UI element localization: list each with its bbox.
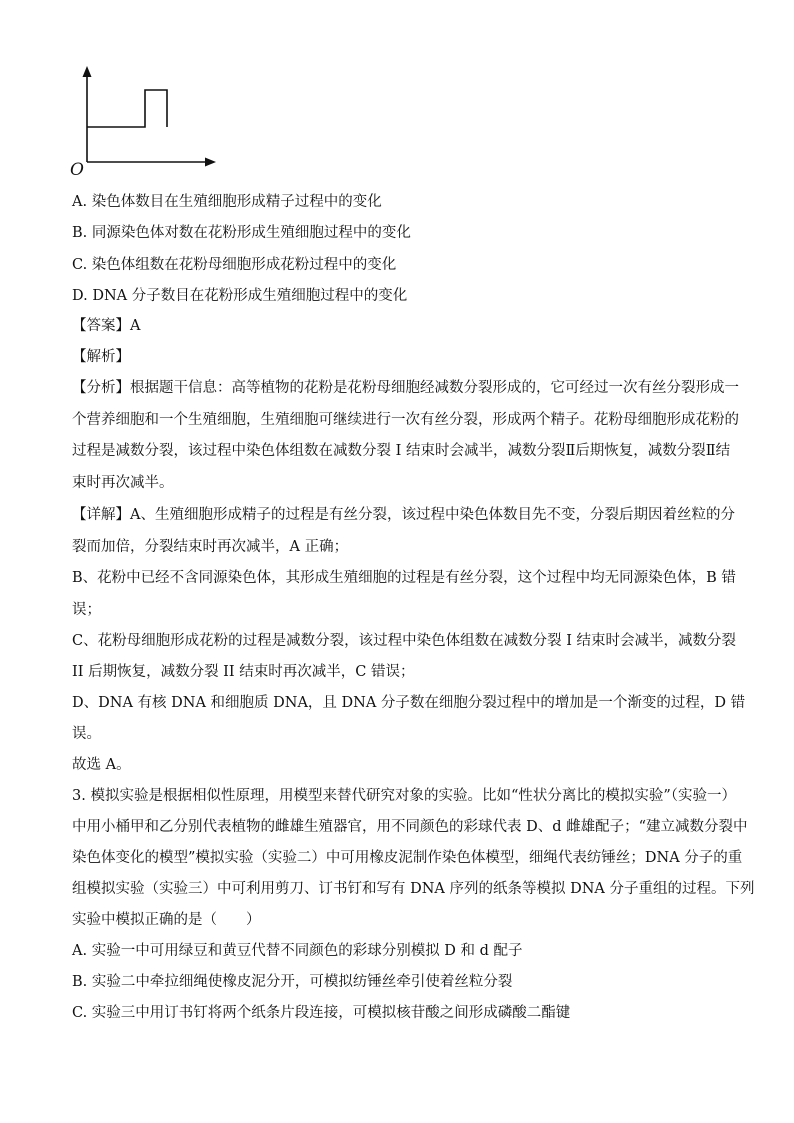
question3-line: 中用小桶甲和乙分别代表植物的雌雄生殖器官，用不同颜色的彩球代表 D、d 雌雄配子；“建立减数分裂中 bbox=[72, 819, 748, 835]
answer-line: 【答案】A bbox=[72, 318, 141, 334]
analysis-line: 个营养细胞和一个生殖细胞，生殖细胞可继续进行一次有丝分裂，形成两个精子。花粉母细胞形成花粉的 bbox=[72, 412, 739, 428]
detail-line: 误； bbox=[72, 602, 101, 618]
option-q2-d: D. DNA 分子数目在花粉形成生殖细胞过程中的变化 bbox=[72, 288, 408, 304]
analysis-heading: 【解析】 bbox=[72, 349, 130, 365]
detail-line: 【详解】A、生殖细胞形成精子的过程是有丝分裂，该过程中染色体数目先不变，分裂后期因着丝粒的分 bbox=[72, 507, 735, 523]
detail-line: B、花粉中已经不含同源染色体，其形成生殖细胞的过程是有丝分裂，这个过程中均无同源染色体，B 错 bbox=[72, 570, 736, 586]
question3-line: 组模拟实验（实验三）中可利用剪刀、订书钉和写有 DNA 序列的纸条等模拟 DNA 分子重组的过程。下列 bbox=[72, 881, 755, 897]
origin-label: O bbox=[70, 160, 84, 180]
option-q3-a: A. 实验一中可用绿豆和黄豆代替不同颜色的彩球分别模拟 D 和 d 配子 bbox=[72, 943, 523, 959]
detail-line: II 后期恢复，减数分裂 II 结束时再次减半，C 错误； bbox=[72, 664, 415, 680]
step-graph-figure bbox=[60, 60, 230, 185]
question3-line: 染色体变化的模型”模拟实验（实验二）中可用橡皮泥制作染色体模型，细绳代表纺锤丝；DNA 分子的重 bbox=[72, 850, 743, 866]
option-q2-b: B. 同源染色体对数在花粉形成生殖细胞过程中的变化 bbox=[72, 225, 411, 241]
x-axis-arrow bbox=[205, 158, 216, 167]
analysis-line: 束时再次减半。 bbox=[72, 475, 174, 491]
detail-line: D、DNA 有核 DNA 和细胞质 DNA，且 DNA 分子数在细胞分裂过程中的增加是一个渐变的过程，D 错 bbox=[72, 695, 746, 711]
detail-line: C、花粉母细胞形成花粉的过程是减数分裂，该过程中染色体组数在减数分裂 I 结束时会减半，减数分裂 bbox=[72, 633, 737, 649]
detail-line: 裂而加倍，分裂结束时再次减半，A 正确； bbox=[72, 539, 349, 555]
option-q3-c: C. 实验三中用订书钉将两个纸条片段连接，可模拟核苷酸之间形成磷酸二酯键 bbox=[72, 1005, 571, 1021]
detail-line: 误。 bbox=[72, 726, 101, 742]
question3-line: 实验中模拟正确的是（ ） bbox=[72, 912, 261, 928]
option-q3-b: B. 实验二中牵拉细绳使橡皮泥分开，可模拟纺锤丝牵引使着丝粒分裂 bbox=[72, 974, 513, 990]
option-q2-a: A. 染色体数目在生殖细胞形成精子过程中的变化 bbox=[72, 194, 382, 210]
y-axis-arrow bbox=[83, 66, 92, 77]
option-q2-c: C. 染色体组数在花粉母细胞形成花粉过程中的变化 bbox=[72, 257, 397, 273]
detail-line: 故选 A。 bbox=[72, 757, 131, 773]
analysis-line: 【分析】根据题干信息：高等植物的花粉是花粉母细胞经减数分裂形成的，它可经过一次有丝分裂形成一 bbox=[72, 380, 739, 396]
step-curve bbox=[87, 90, 167, 127]
question3-line: 3. 模拟实验是根据相似性原理，用模型来替代研究对象的实验。比如“性状分离比的模拟实验”（实验一） bbox=[72, 788, 737, 804]
analysis-line: 过程是减数分裂，该过程中染色体组数在减数分裂 I 结束时会减半，减数分裂Ⅱ后期恢复，减数分裂Ⅱ结 bbox=[72, 443, 731, 459]
